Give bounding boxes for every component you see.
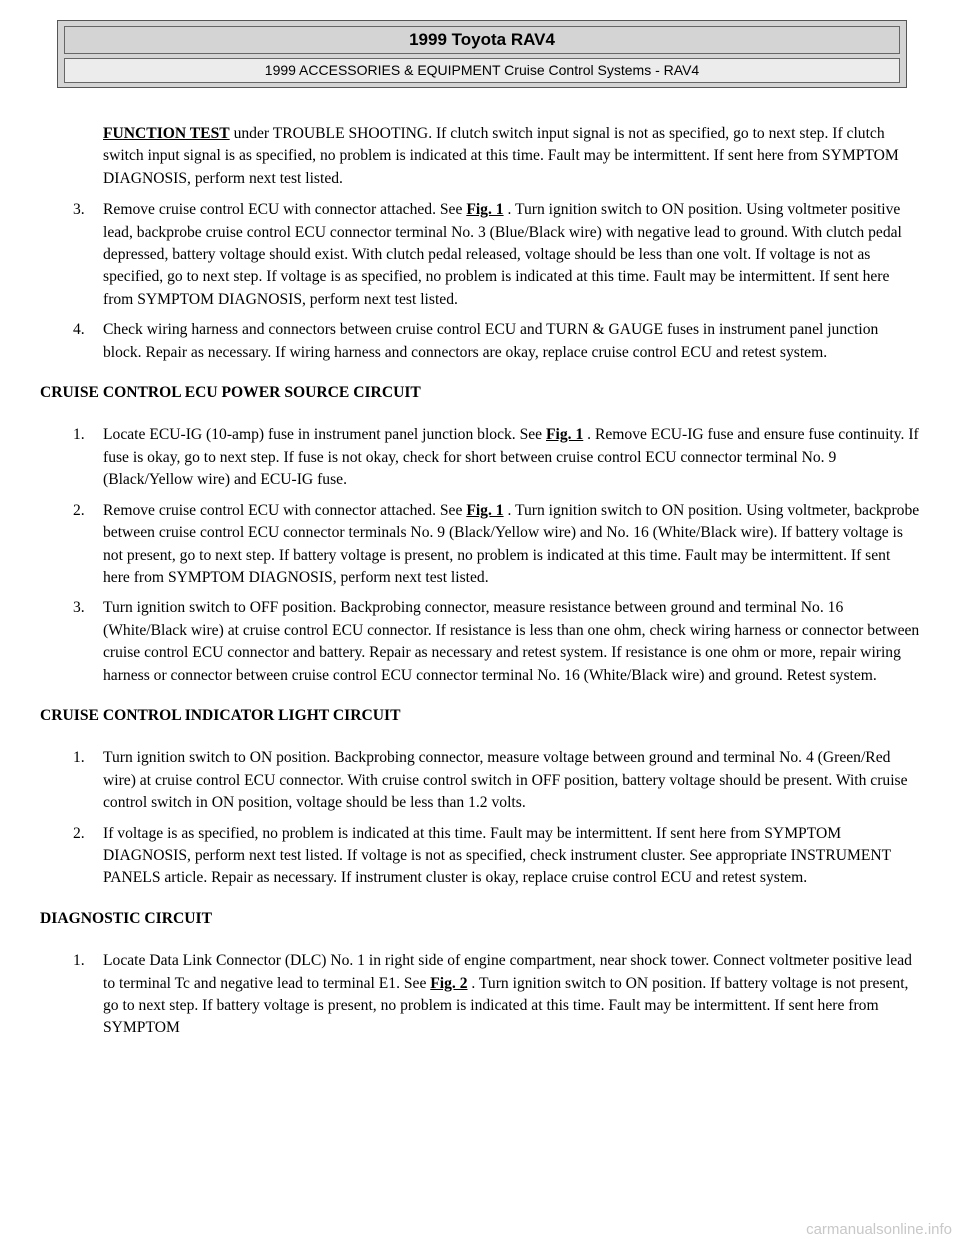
step-number: 1. — [73, 426, 85, 444]
step-text: Turn ignition switch to ON position. Backprobing connector, measure voltage between ground and terminal No. 4 (Green/Red wire) at cruise control ECU connector. With cruise control switch in OFF position, battery voltage should be present. With cruise control switch in ON position, voltage should be less than 1.2 volts. — [103, 749, 908, 812]
intro-text: under TROUBLE SHOOTING. If clutch switch input signal is not as specified, go to next step. If clutch switch input signal is as specified, no problem is indicated at this time. Fault may be intermittent. If sent here from SYMPTOM DIAGNOSIS, perform next test listed. — [103, 125, 899, 187]
step-text: . Turn ignition switch to ON position. Using voltmeter, backprobe between cruise control ECU connector terminals No. 9 (Black/Yellow wire) and No. 16 (White/Black wire). If battery voltage is not present, go to next step. If battery voltage is present, no problem is indicated at this time. Fault may be intermittent. If sent here from SYMPTOM DIAGNOSIS, perform next test listed. — [103, 501, 920, 586]
step-list-indicator-light — [40, 747, 920, 889]
fig-2-link[interactable]: Fig. 2 — [430, 974, 468, 992]
step-text: Remove cruise control ECU with connector attached. See — [103, 501, 467, 519]
header-subtitle: 1999 ACCESSORIES & EQUIPMENT Cruise Control Systems - RAV4 — [64, 58, 900, 83]
step-text: Remove cruise control ECU with connector attached. See — [103, 201, 467, 219]
step-text: Turn ignition switch to OFF position. Backprobing connector, measure resistance between ground and terminal No. 16 (White/Black wire) at cruise control ECU connector. If resistance is less than one ohm, check wiring harness or connector between cruise control ECU connector and battery. Repair as necessary and retest system. If resistance is one ohm or more, repair wiring harness or connector between cruise control ECU connector terminal No. 16 (White/Black wire) and ground. Retest system. — [103, 599, 920, 684]
step-text: . Remove ECU-IG fuse and ensure fuse continuity. If fuse is okay, go to next step. If fuse is not okay, check for short between cruise control ECU connector terminal No. 9 (Black/Yellow wire) and ECU-IG fuse. — [103, 426, 919, 489]
step-text: Check wiring harness and connectors between cruise control ECU and TURN & GAUGE fuses in instrument panel junction block. Repair as necessary. If wiring harness and connectors are okay, replace cruise control ECU and retest system. — [103, 321, 879, 361]
step-text: If voltage is as specified, no problem is indicated at this time. Fault may be intermittent. If sent here from SYMPTOM DIAGNOSIS, perform next test listed. If voltage is not as specified, check instrument cluster. See appropriate INSTRUMENT PANELS article. Repair as necessary. If instrument cluster is okay, replace cruise control ECU and retest system. — [103, 824, 891, 887]
list-item — [40, 950, 920, 1040]
list-item — [40, 199, 920, 311]
list-item — [40, 597, 920, 687]
step-number: 1. — [73, 952, 85, 970]
function-test-link[interactable]: FUNCTION TEST — [103, 125, 230, 142]
step-list-power-source — [40, 424, 920, 686]
fig-1-link[interactable]: Fig. 1 — [466, 201, 504, 219]
document-body — [40, 123, 920, 1049]
step-number: 2. — [73, 824, 85, 842]
section-heading-power-source: CRUISE CONTROL ECU POWER SOURCE CIRCUIT — [40, 384, 421, 402]
step-number: 4. — [73, 321, 85, 339]
list-item — [40, 747, 920, 814]
step-number: 3. — [73, 201, 85, 219]
step-number: 1. — [73, 749, 85, 767]
section-heading-indicator-light: CRUISE CONTROL INDICATOR LIGHT CIRCUIT — [40, 706, 401, 724]
step-text: . Turn ignition switch to ON position. Using voltmeter positive lead, backprobe cruise control ECU connector terminal No. 3 (Blue/Black wire) with negative lead to ground. With clutch pedal depressed, battery voltage should exist. With clutch pedal released, voltage should be less than one volt. If voltage is not as specified, go to next step. If voltage is as specified, no problem is indicated at this time. Fault may be intermittent. If sent here from SYMPTOM DIAGNOSIS, perform next test listed. — [103, 201, 902, 308]
fig-1-link[interactable]: Fig. 1 — [546, 426, 584, 444]
list-item — [40, 319, 920, 364]
list-item — [40, 823, 920, 890]
step-number: 3. — [73, 599, 85, 617]
step-text: . Turn ignition switch to ON position. If battery voltage is not present, go to next step. If battery voltage is present, no problem is indicated at this time. Fault may be intermittent. If sent here from SYMPTOM — [103, 974, 909, 1037]
header-title: 1999 Toyota RAV4 — [64, 26, 900, 54]
list-item — [40, 424, 920, 491]
step-list-clutch — [40, 199, 920, 364]
intro-paragraph — [40, 123, 920, 190]
document-header — [57, 20, 907, 88]
list-item — [40, 500, 920, 590]
step-number: 2. — [73, 501, 85, 519]
watermark: carmanualsonline.info — [806, 1221, 952, 1238]
section-heading-diagnostic-circuit: DIAGNOSTIC CIRCUIT — [40, 909, 212, 927]
step-list-diagnostic — [40, 950, 920, 1040]
step-text: Locate Data Link Connector (DLC) No. 1 in right side of engine compartment, near shock tower. Connect voltmeter positive lead to terminal Tc and negative lead to terminal E1. See — [103, 952, 912, 992]
fig-1-link[interactable]: Fig. 1 — [466, 501, 504, 519]
step-text: Locate ECU-IG (10-amp) fuse in instrument panel junction block. See — [103, 426, 546, 444]
